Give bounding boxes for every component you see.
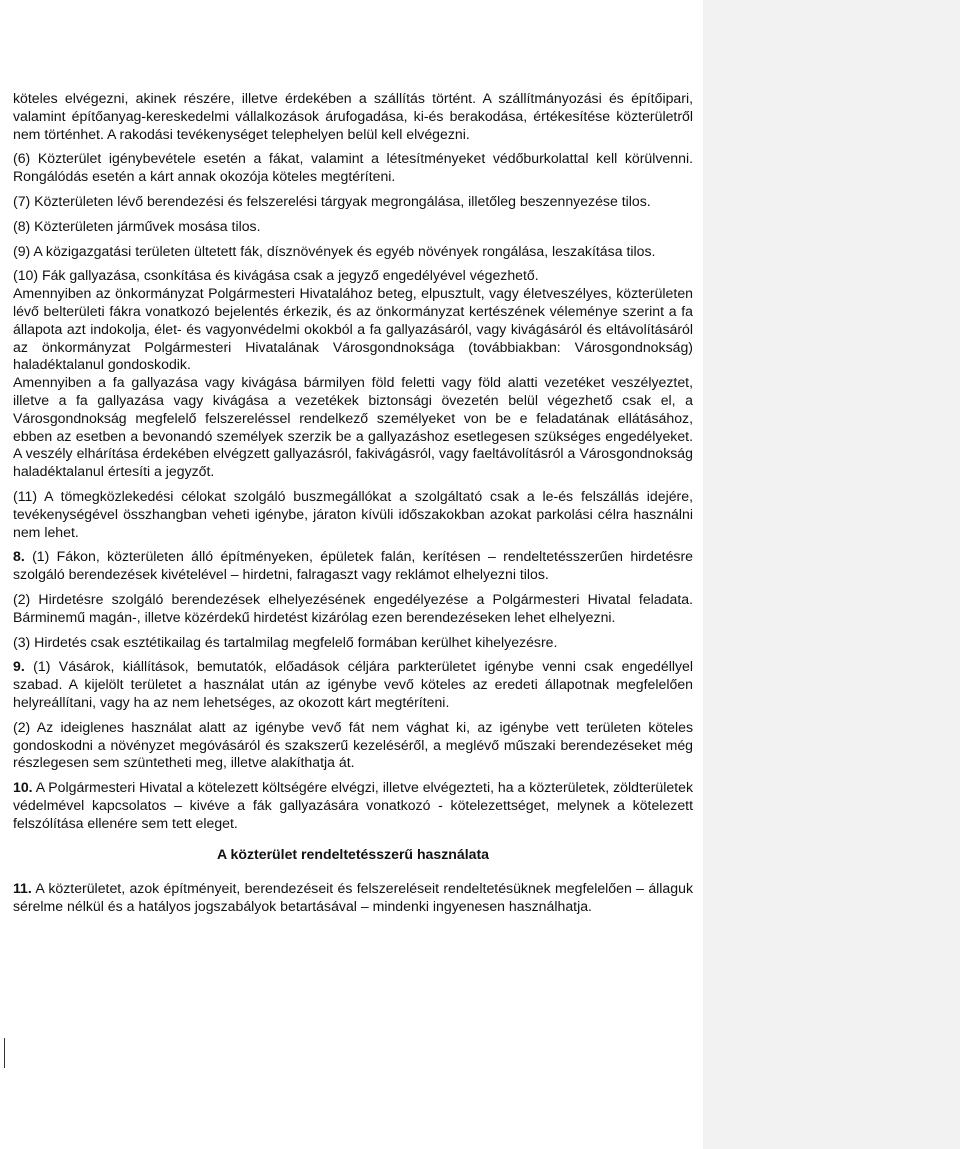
change-bar — [4, 1038, 5, 1068]
comment-pane — [703, 0, 960, 1149]
section-9-par-2: (2) Az ideiglenes használat alatt az igénybe vevő fát nem vághat ki, az igénybe vett területen köteles gondoskodni a növényzet megóvásáról és szakszerű kezeléséről, a meglévő műszaki berendezéseket még részlegesen sem szüntetheti meg, illetve alakíthatja át. — [13, 718, 693, 771]
section-8-par-1 — [13, 548, 693, 584]
paragraph-8: (8) Közterületen járművek mosása tilos. — [13, 217, 261, 234]
section-text: (1) Fákon, közterületen álló építményeken, épületek falán, kerítésen – rendeltetésszerűen hirdetésre szolgáló berendezések kivételével – hirdetni, falragaszt vagy reklámot elhelyezni tilos. — [13, 548, 693, 583]
section-number: 10. — [13, 779, 33, 796]
section-text: A közterületet, azok építményeit, berendezéseit és felszereléseit rendeltetésüknek megfelelően – állaguk sérelme nélkül és a hatályos jogszabályok betartásával – mindenki ingyenesen használhatja. — [13, 880, 693, 915]
section-text: A Polgármesteri Hivatal a kötelezett költségére elvégzi, illetve elvégezteti, ha a közterületek, zöldterületek védelmével kapcsolatos – kivéve a fák gallyazására vonatkozó - kötelezettséget, melynek a kötelezett felszólítása ellenére sem tett eleget. — [13, 779, 693, 831]
section-number: 9. — [13, 658, 25, 675]
paragraph-10-cont-b: Amennyiben a fa gallyazása vagy kivágása bármilyen föld feletti vagy föld alatti vezetéket veszélyeztet, illetve a fa gallyazása vagy kivágása a vezetékek biztonsági övezetén belül végezhető csak el, a Városgondnokság megfelelő felszereléssel rendelkező személyeket von be e feladatának ellátásához, ebben az esetben a bevonandó személyek szerzik be a gallyazáshoz esetlegesen szükséges engedélyeket. A veszély elhárítása érdekében elvégzett gallyazásról, fakivágásról, vagy faeltávolításról a Városgondnokság haladéktalanul értesíti a jegyzőt. — [13, 374, 693, 480]
paragraph-9: (9) A közigazgatási területen ültetett fák, dísznövények és egyéb növények rongálása, leszakítása tilos. — [13, 242, 656, 259]
section-9-par-1 — [13, 658, 693, 711]
paragraph-11: (11) A tömegközlekedési célokat szolgáló buszmegállókat a szolgáltató csak a le-és felszállás idejére, tevékenységével összhangban veheti igénybe, járaton kívüli időszakokban azokat parkolási célra használni nem lehet. — [13, 487, 693, 540]
section-heading: A közterület rendeltetésszerű használata — [216, 846, 490, 863]
section-text: (1) Vásárok, kiállítások, bemutatók, előadások céljára parkterületet igénybe venni csak engedéllyel szabad. A kijelölt területet a használat után az igénybe vevő köteles az eredeti állapotnak megfelelően helyreállítani, vagy ha az nem lehetséges, az okozott kárt megtéríteni. — [13, 658, 693, 710]
section-number: 8. — [13, 548, 25, 565]
paragraph-6: (6) Közterület igénybevétele esetén a fákat, valamint a létesítményeket védőburkolattal kell körülvenni. Rongálódás esetén a kárt annak okozója köteles megtéríteni. — [13, 150, 693, 185]
section-10-par-1 — [13, 779, 693, 832]
section-8-par-2: (2) Hirdetésre szolgáló berendezések elhelyezésének engedélyezése a Polgármesteri Hivatal feladata. Bárminemű magán-, illetve közérdekű hirdetést kizárólag ezen berendezéseken lehet elhelyezni. — [13, 590, 693, 625]
paragraph-7: (7) Közterületen lévő berendezési és felszerelési tárgyak megrongálása, illetőleg beszennyezése tilos. — [13, 192, 651, 209]
document-body — [13, 90, 693, 923]
paragraph: köteles elvégezni, akinek részére, illetve érdekében a szállítás történt. A szállítmányozási és építőipari, valamint építőanyag-kereskedelmi vállalkozások árufogadása, ki-és berakodása, értékesítése közterületről nem történhet. A rakodási tevékenységet telephelyen belül kell elvégezni. — [13, 90, 693, 142]
section-11-par-1 — [13, 880, 693, 916]
section-8-par-3: (3) Hirdetés csak esztétikailag és tartalmilag megfelelő formában kerülhet kihelyezésre. — [13, 633, 558, 650]
section-number: 11. — [13, 880, 32, 897]
paragraph-10-cont-a: Amennyiben az önkormányzat Polgármesteri Hivatalához beteg, elpusztult, vagy életveszélyes, közterületen lévő belterületi fákra vonatkozó bejelentés érkezik, és az önkormányzat kertészének véleménye szerint a fa állapota azt indokolja, élet- és vagyonvédelmi okokból a fa gallyazásáról, vagy kivágásáról és eltávolításáról az önkormányzat Polgármesteri Hivatalának Városgondnoksága (továbbiakban: Városgondnokság) haladéktalanul gondoskodik. — [13, 285, 693, 373]
paragraph-10: (10) Fák gallyazása, csonkítása és kivágása csak a jegyző engedélyével végezhető. — [13, 267, 539, 284]
